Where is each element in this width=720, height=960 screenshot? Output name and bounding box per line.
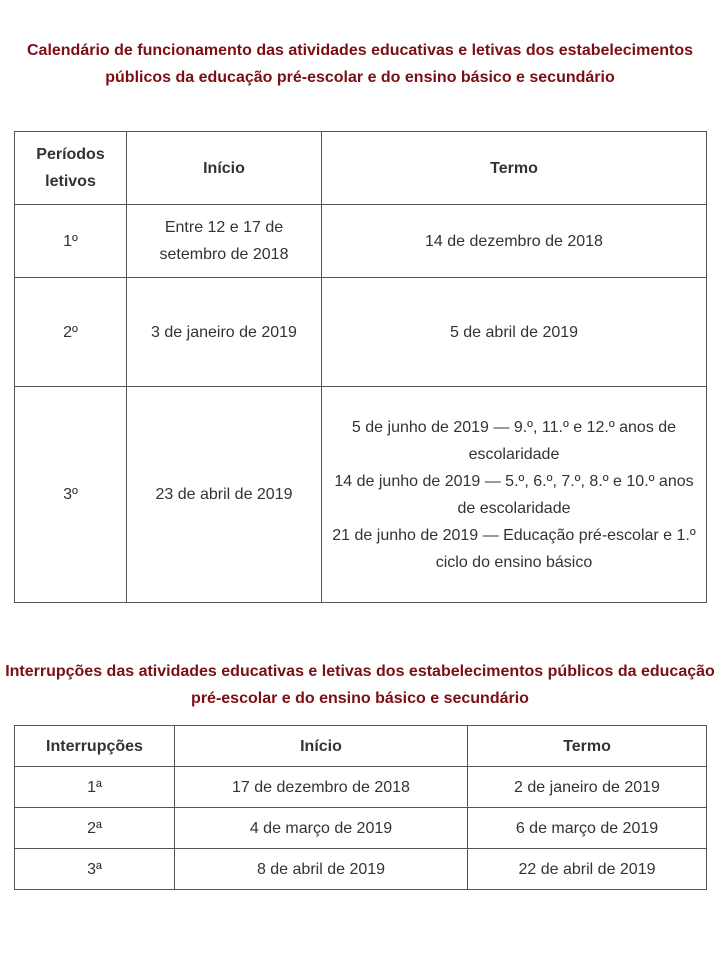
header-end: Termo [468,726,707,767]
interruptions-table [14,725,707,890]
end-cell [322,387,707,603]
table-header-row [15,132,707,205]
header-start: Início [127,132,322,205]
start-cell: 8 de abril de 2019 [175,849,468,890]
end-cell: 22 de abril de 2019 [468,849,707,890]
interruptions-title: Interrupções das atividades educativas e letivas dos estabelecimentos públicos da educação pré-escolar e do ensino básico e secundário [5,663,715,707]
table-row [15,387,707,603]
end-line: 21 de junho de 2019 — Educação pré-escolar e 1.º ciclo do ensino básico [332,526,696,571]
end-line: 5 de junho de 2019 — 9.º, 11.º e 12.º anos de escolaridade [351,418,677,463]
end-cell: 2 de janeiro de 2019 [468,767,707,808]
header-periods: Períodos letivos [15,132,127,205]
header-end: Termo [322,132,707,205]
start-cell: 3 de janeiro de 2019 [127,278,322,387]
calendar-title: Calendário de funcionamento das atividades educativas e letivas dos estabelecimentos públicos da educação pré-escolar e do ensino básico e secundário [26,42,693,86]
end-line: 14 de dezembro de 2018 [425,232,603,250]
end-cell [322,205,707,278]
table-header-row [15,726,707,767]
table-row [15,767,707,808]
start-cell: 4 de março de 2019 [175,808,468,849]
header-interruptions: Interrupções [15,726,175,767]
end-line: 14 de junho de 2019 — 5.º, 6.º, 7.º, 8.º e 10.º anos de escolaridade [334,472,694,517]
table-row [15,808,707,849]
start-cell: 17 de dezembro de 2018 [175,767,468,808]
start-cell: Entre 12 e 17 de setembro de 2018 [127,205,322,278]
start-cell: 23 de abril de 2019 [127,387,322,603]
school-periods-table [14,131,707,603]
end-cell [322,278,707,387]
table-row [15,849,707,890]
interruption-cell: 1ª [15,767,175,808]
table-row [15,205,707,278]
table-row [15,278,707,387]
end-cell: 6 de março de 2019 [468,808,707,849]
header-start: Início [175,726,468,767]
interruption-cell: 3ª [15,849,175,890]
period-cell: 2º [15,278,127,387]
period-cell: 3º [15,387,127,603]
interruption-cell: 2ª [15,808,175,849]
end-line: 5 de abril de 2019 [449,323,579,341]
period-cell: 1º [15,205,127,278]
